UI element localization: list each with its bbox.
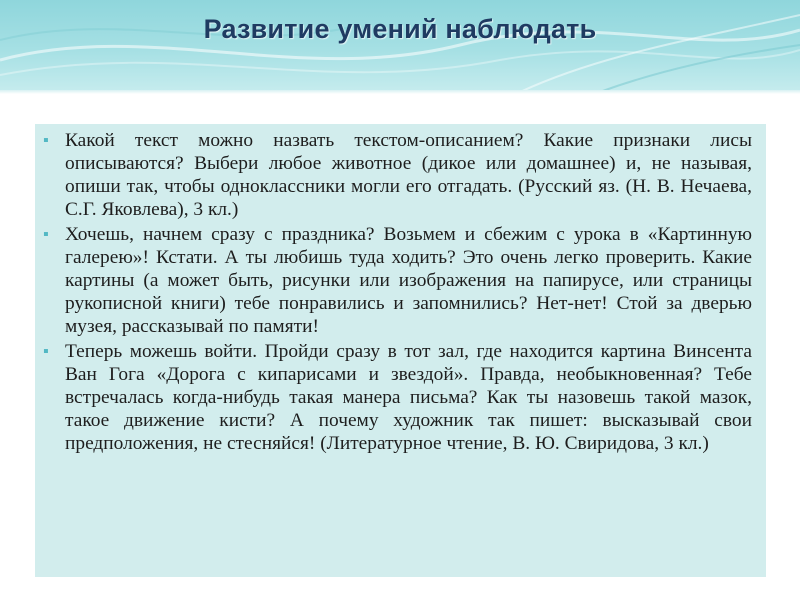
bullet-item xyxy=(43,129,752,221)
content-panel xyxy=(35,124,766,577)
header-divider xyxy=(0,90,800,94)
square-bullet-icon: ▪ xyxy=(43,132,49,149)
bullet-item xyxy=(43,223,752,338)
square-bullet-icon: ▪ xyxy=(43,343,49,360)
bullet-item xyxy=(43,340,752,455)
bullet-text: Какой текст можно назвать текстом-описанием? Какие признаки лисы описываются? Выбери любое животное (дикое или домашнее) и, не называя, опиши так, чтобы одноклассники могли его отгадать. (Русский яз. (Н. В. Нечаева, С.Г. Яковлева), 3 кл.) xyxy=(65,130,752,220)
slide-title: Развитие умений наблюдать xyxy=(203,14,597,44)
bullet-text: Теперь можешь войти. Пройди сразу в тот зал, где находится картина Винсента Ван Гога «Дорога с кипарисами и звездой». Правда, необыкновенная? Тебе встречалась когда-нибудь такая манера письма? Как ты назовешь такой мазок, такое движение кисти? А почему художник так пишет: высказывай свои предположения, не стесняйся! (Литературное чтение, В. Ю. Свиридова, 3 кл.) xyxy=(65,341,752,454)
bullet-text: Хочешь, начнем сразу с праздника? Возьмем и сбежим с урока в «Картинную галерею»! Кстати. А ты любишь туда ходить? Это очень легко проверить. Какие картины (а может быть, рисунки или изображения на папирусе, или страницы рукописной книги) тебе понравились и запомнились? Нет-нет! Стой за дверью музея, рассказывай по памяти! xyxy=(65,224,752,337)
square-bullet-icon: ▪ xyxy=(43,226,49,243)
